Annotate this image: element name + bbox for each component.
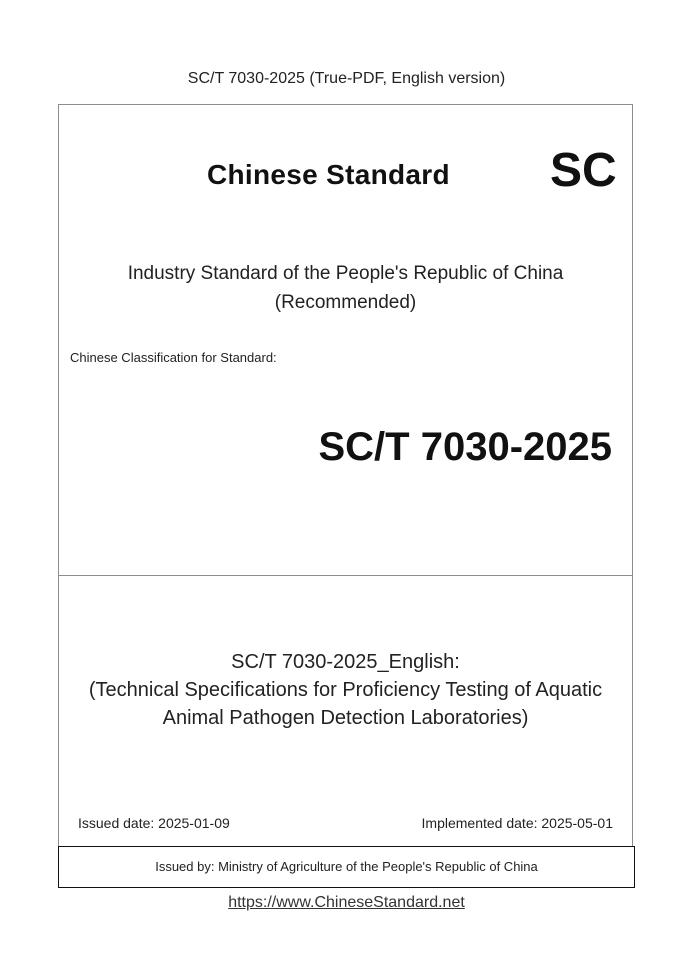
issuer-box [58,846,635,888]
page-header: SC/T 7030-2025 (True-PDF, English version) [187,70,506,87]
subtitle-line-1: Industry Standard of the People's Republic of China [127,263,564,284]
website-link[interactable]: https://www.ChineseStandard.net [228,894,465,911]
standard-mark: SC [550,144,617,197]
issuer-text: Issued by: Ministry of Agriculture of the People's Republic of China [155,859,538,874]
subtitle-line-2: (Recommended) [274,292,417,313]
standard-number: SC/T 7030-2025 [318,425,612,469]
implemented-date: Implemented date: 2025-05-01 [421,815,613,831]
cover-title: Chinese Standard [207,159,450,190]
cover-frame [58,104,633,887]
classification-label: Chinese Classification for Standard: [70,350,277,365]
issued-date: Issued date: 2025-01-09 [78,815,230,831]
section-divider [59,575,632,576]
cover-subtitle [59,259,632,317]
document-title [59,648,632,732]
document-title-line-3: Animal Pathogen Detection Laboratories) [162,707,529,729]
document-title-line-1: SC/T 7030-2025_English: [231,651,460,673]
document-title-line-2: (Technical Specifications for Proficiency Testing of Aquatic [88,679,603,701]
